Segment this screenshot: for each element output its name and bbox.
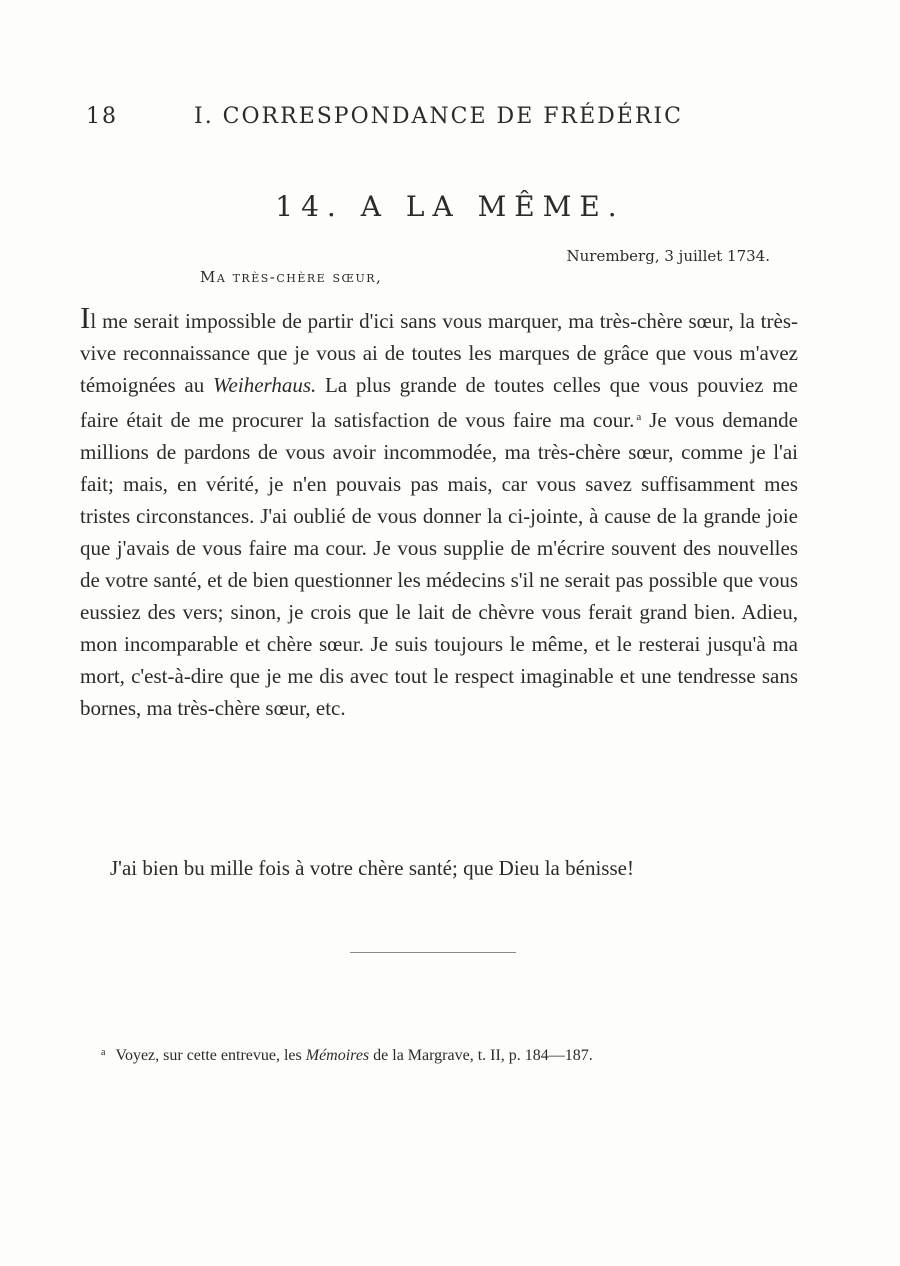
letter-body <box>80 300 799 724</box>
footnote-work-title: Mémoires <box>305 1047 370 1064</box>
body-text-part-2: La plus grande de toutes celles que vous pouviez me faire était de me procurer la satisfaction de vous faire ma cour. <box>80 373 799 432</box>
footnote-prefix: Voyez, sur cette entrevue, les <box>115 1047 306 1064</box>
page-number: 18 <box>86 104 118 129</box>
body-text-part-1: l me serait impossible de partir d'ici sans vous marquer, ma très-chère sœur, la très-vive reconnaissance que je vous ai de toutes les marques de grâce que vous m'avez témoignées au <box>80 309 798 397</box>
footnote-reference[interactable]: a <box>636 411 642 423</box>
separator-rule <box>350 952 516 953</box>
footnote-suffix: de la Margrave, t. II, p. 184—187. <box>369 1047 593 1064</box>
dateline: Nuremberg, 3 juillet 1734. <box>566 247 770 265</box>
drop-cap: I <box>80 300 91 335</box>
place-name: Weiherhaus. <box>212 373 317 397</box>
salutation: Ma très-chère sœur, <box>200 268 383 286</box>
body-text-part-3: Je vous demande millions de pardons de vous avoir incommodée, ma très-chère sœur, comme je l'ai fait; mais, en vérité, je n'en pouvais pas mais, car vous savez suffisamment mes tristes circonstances. J'ai oublié de vous donner la ci-jointe, à cause de la grande joie que j'avais de vous faire ma cour. Je vous supplie de m'écrire souvent des nouvelles de votre santé, et de bien questionner les médecins s'il ne serait pas possible que vous eussiez des vers; sinon, je crois que le lait de chèvre vous ferait grand bien. Adieu, mon incomparable et chère sœur. Je suis toujours le même, et le resterai jusqu'à ma mort, c'est-à-dire que je me dis avec tout le respect imaginable et une tendresse sans bornes, ma très-chère sœur, etc. <box>80 408 798 720</box>
running-title: I. CORRESPONDANCE DE FRÉDÉRIC <box>194 104 683 129</box>
footnote-marker: a <box>101 1047 106 1058</box>
letter-title: 14. A LA MÊME. <box>275 190 625 223</box>
footnote <box>101 1041 801 1068</box>
postscript: J'ai bien bu mille fois à votre chère santé; que Dieu la bénisse! <box>110 856 634 880</box>
